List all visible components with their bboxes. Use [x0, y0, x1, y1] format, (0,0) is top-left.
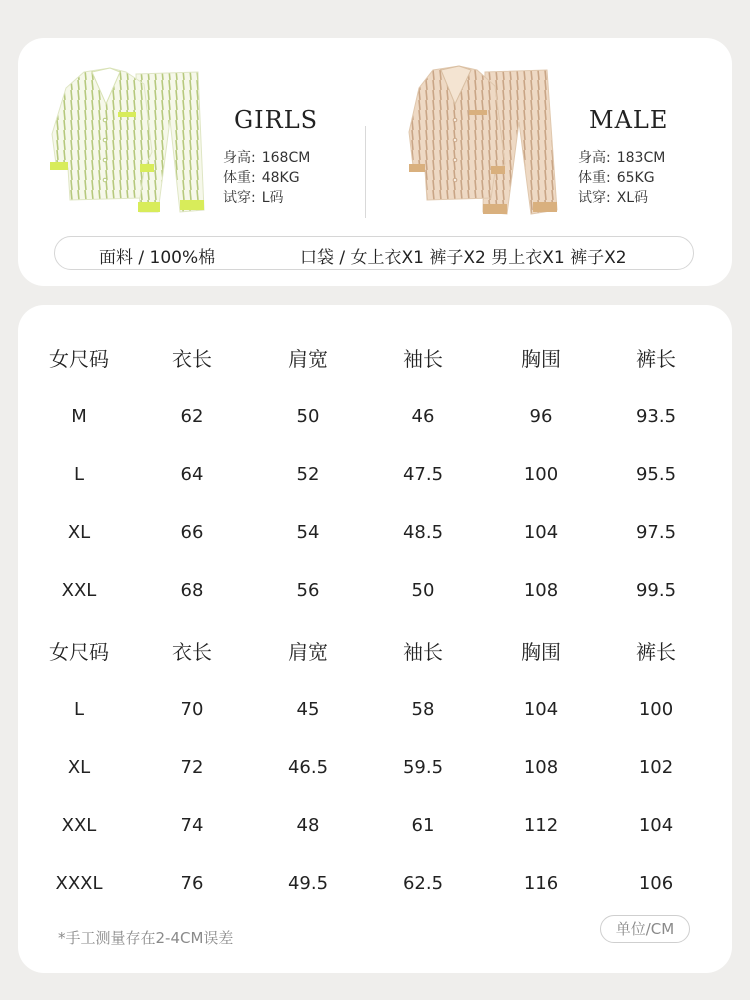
- header-sleeve: 袖长: [403, 347, 443, 371]
- table-cell: 112: [523, 815, 559, 836]
- table-cell: 104: [523, 522, 559, 543]
- girls-title: GIRLS: [234, 106, 319, 134]
- male-pajama-image: [403, 60, 573, 222]
- table-cell: 99.5: [635, 580, 677, 601]
- table-cell: 45: [296, 699, 320, 720]
- fabric-material: 面料 / 100%棉: [99, 248, 216, 268]
- header-pants-length: 裤长: [636, 640, 676, 664]
- table-header-row: [18, 626, 732, 684]
- header-pants-length: 裤长: [636, 347, 676, 371]
- table-cell: 59.5: [402, 757, 444, 778]
- table-cell: 62: [180, 406, 204, 427]
- table-cell: 104: [523, 699, 559, 720]
- table-cell: 96: [529, 406, 553, 427]
- table-cell: 48: [296, 815, 320, 836]
- table-row: [18, 684, 732, 742]
- table-cell: M: [71, 406, 87, 427]
- table-cell: 47.5: [402, 464, 444, 485]
- table-cell: 100: [638, 699, 674, 720]
- girls-height: 身高: 168CM: [223, 150, 311, 166]
- unit-badge: 单位/CM: [600, 915, 690, 943]
- table-cell: 48.5: [402, 522, 444, 543]
- vertical-divider: [365, 126, 366, 218]
- header-shoulder: 肩宽: [288, 640, 328, 664]
- table-cell: 49.5: [287, 873, 329, 894]
- table-cell: 46.5: [287, 757, 329, 778]
- table-row: [18, 449, 732, 507]
- table-row: [18, 391, 732, 449]
- table-cell: 50: [411, 580, 435, 601]
- size-table-women: [18, 333, 732, 623]
- table-cell: 100: [523, 464, 559, 485]
- girls-pajama-image: [48, 60, 218, 220]
- male-info: [578, 106, 668, 208]
- girls-fit-size: 试穿: L码: [223, 190, 284, 206]
- table-cell: XXL: [61, 815, 97, 836]
- size-table-men: [18, 626, 732, 916]
- header-size: 女尺码: [49, 640, 109, 664]
- male-weight: 体重: 65KG: [578, 170, 655, 186]
- table-cell: 64: [180, 464, 204, 485]
- table-cell: 97.5: [635, 522, 677, 543]
- table-cell: 108: [523, 580, 559, 601]
- table-cell: 56: [296, 580, 320, 601]
- table-row: [18, 507, 732, 565]
- male-title: MALE: [589, 106, 669, 134]
- table-row: [18, 742, 732, 800]
- table-cell: 108: [523, 757, 559, 778]
- table-row: [18, 858, 732, 916]
- table-cell: L: [73, 464, 85, 485]
- product-info-card: [18, 38, 732, 286]
- header-size: 女尺码: [49, 347, 109, 371]
- table-cell: XL: [67, 522, 91, 543]
- table-cell: 104: [638, 815, 674, 836]
- table-cell: 58: [411, 699, 435, 720]
- table-cell: XXXL: [55, 873, 103, 894]
- header-chest: 胸围: [521, 640, 561, 664]
- size-chart-card: [18, 305, 732, 973]
- table-cell: 74: [180, 815, 204, 836]
- table-cell: 95.5: [635, 464, 677, 485]
- table-cell: XL: [67, 757, 91, 778]
- table-cell: 61: [411, 815, 435, 836]
- table-cell: 52: [296, 464, 320, 485]
- fabric-info-pill: [54, 236, 694, 270]
- girls-info: [223, 106, 318, 208]
- table-cell: 106: [638, 873, 674, 894]
- header-chest: 胸围: [521, 347, 561, 371]
- header-shoulder: 肩宽: [288, 347, 328, 371]
- table-cell: 116: [523, 873, 559, 894]
- table-cell: 93.5: [635, 406, 677, 427]
- measurement-footnote: *手工测量存在2-4CM误差: [58, 929, 234, 947]
- girls-weight: 体重: 48KG: [223, 170, 300, 186]
- table-cell: XXL: [61, 580, 97, 601]
- package-contents: 口袋 / 女上衣X1 裤子X2 男上衣X1 裤子X2: [300, 248, 627, 268]
- table-header-row: [18, 333, 732, 391]
- table-cell: L: [73, 699, 85, 720]
- table-cell: 62.5: [402, 873, 444, 894]
- header-length: 衣长: [172, 347, 212, 371]
- table-cell: 50: [296, 406, 320, 427]
- table-row: [18, 565, 732, 623]
- table-cell: 46: [411, 406, 435, 427]
- male-height: 身高: 183CM: [578, 150, 666, 166]
- table-row: [18, 800, 732, 858]
- table-cell: 68: [180, 580, 204, 601]
- header-sleeve: 袖长: [403, 640, 443, 664]
- table-cell: 72: [180, 757, 204, 778]
- header-length: 衣长: [172, 640, 212, 664]
- table-cell: 54: [296, 522, 320, 543]
- table-cell: 102: [638, 757, 674, 778]
- table-cell: 76: [180, 873, 204, 894]
- male-fit-size: 试穿: XL码: [578, 190, 649, 206]
- table-cell: 70: [180, 699, 204, 720]
- table-cell: 66: [180, 522, 204, 543]
